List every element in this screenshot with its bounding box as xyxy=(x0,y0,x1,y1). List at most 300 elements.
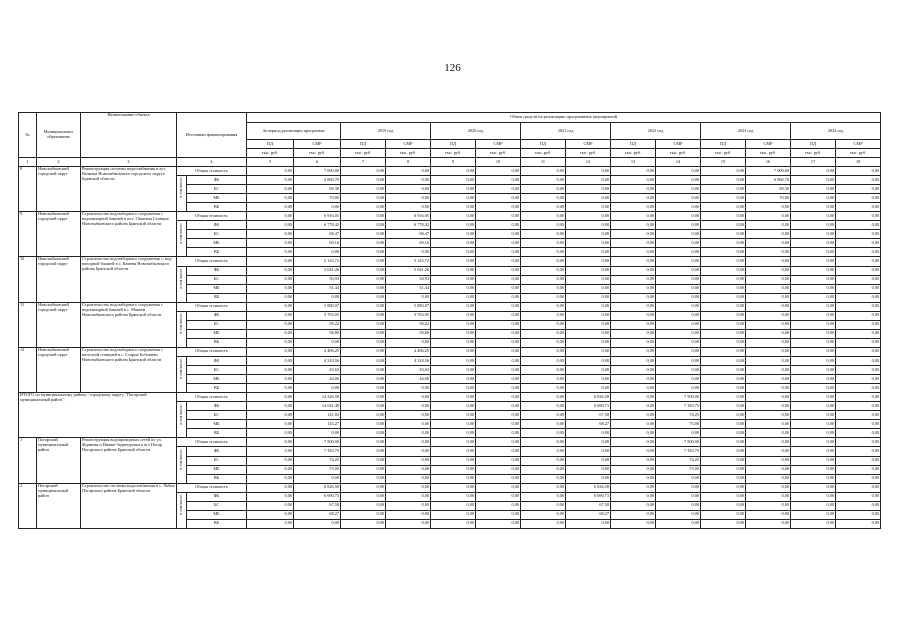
cell-value: 14 041,48 xyxy=(294,402,341,411)
cell-value: 0,00 xyxy=(431,447,476,456)
cell-value: 0,00 xyxy=(431,429,476,438)
cell-value: 0,00 xyxy=(431,203,476,212)
period-header: За период реализации программы xyxy=(247,123,341,140)
municipality-name: Новозыбковский городской округ xyxy=(37,167,81,212)
cell-value: 0,00 xyxy=(611,356,656,365)
cell-value: 0,00 xyxy=(836,402,881,411)
cell-value: 0,00 xyxy=(521,465,566,474)
cell-value: 0,00 xyxy=(431,284,476,293)
cell-value: 0,00 xyxy=(431,366,476,375)
cell-value: 0,00 xyxy=(341,510,386,519)
cell-value: 0,00 xyxy=(701,239,746,248)
cell-value: 0,00 xyxy=(386,483,431,492)
cell-value: 0,00 xyxy=(294,384,341,393)
cell-value: 0,00 xyxy=(611,384,656,393)
cell-value: 0,00 xyxy=(341,483,386,492)
cell-value: 0,00 xyxy=(521,302,566,311)
cell-value: 0,00 xyxy=(431,167,476,176)
table-row xyxy=(19,212,881,221)
cell-value: 0,00 xyxy=(701,230,746,239)
cell-value: 0,00 xyxy=(656,429,701,438)
cell-value: 0,00 xyxy=(791,320,836,329)
cell-value: 0,00 xyxy=(746,347,791,356)
cell-value: 0,00 xyxy=(701,221,746,230)
source-label: МБ xyxy=(187,329,247,338)
cell-value: 0,00 xyxy=(746,366,791,375)
cell-value: 0,00 xyxy=(701,194,746,203)
cell-value: 68,47 xyxy=(386,230,431,239)
cell-value: 0,00 xyxy=(746,393,791,402)
cell-value: 0,00 xyxy=(431,338,476,347)
object-name: Строительство системы водоснабжения в с. Лобки Погарского района Брянской области xyxy=(81,483,177,528)
cell-value: 0,00 xyxy=(656,230,701,239)
cell-value: 0,00 xyxy=(341,429,386,438)
cell-value: 0,00 xyxy=(476,176,521,185)
cell-value: 5 880,07 xyxy=(294,302,341,311)
cell-value: 7 350,75 xyxy=(294,447,341,456)
cell-value: 0,00 xyxy=(656,185,701,194)
cell-value: 0,00 xyxy=(791,185,836,194)
unit-header: тыс. руб. xyxy=(521,149,566,158)
period-header: 2024 год xyxy=(791,123,881,140)
in-that-text: в том числе: xyxy=(178,267,184,289)
cell-value: 0,00 xyxy=(746,311,791,320)
cell-value: 0,00 xyxy=(247,375,294,384)
cell-value: 0,00 xyxy=(791,393,836,402)
source-label: ФБ xyxy=(187,266,247,275)
col-object: Наименование объекта xyxy=(81,113,177,158)
cell-value: 0,00 xyxy=(431,275,476,284)
cell-value: 0,00 xyxy=(247,239,294,248)
cell-value: 0,00 xyxy=(566,194,611,203)
cell-value: 0,00 xyxy=(521,239,566,248)
table-row xyxy=(19,167,881,176)
cell-value: 0,00 xyxy=(656,492,701,501)
column-number: 2 xyxy=(37,158,81,167)
cell-value: 0,00 xyxy=(656,194,701,203)
cell-value: 0,00 xyxy=(431,293,476,302)
col-municipality: Муниципальное образование xyxy=(37,113,81,158)
cell-value: 0,00 xyxy=(521,293,566,302)
pd-header: ПД xyxy=(791,140,836,149)
source-label: МБ xyxy=(187,194,247,203)
smr-header: СМР xyxy=(836,140,881,149)
cell-value: 67,58 xyxy=(566,501,611,510)
cell-value: 0,00 xyxy=(341,176,386,185)
cell-value: 0,00 xyxy=(521,456,566,465)
cell-value: 69,16 xyxy=(386,239,431,248)
cell-value: 0,00 xyxy=(341,293,386,302)
cell-value: 0,00 xyxy=(701,257,746,266)
cell-value: 0,00 xyxy=(476,221,521,230)
cell-value: 0,00 xyxy=(341,338,386,347)
total-cost-label: Общая стоимость xyxy=(177,257,247,266)
cell-value: 0,00 xyxy=(476,239,521,248)
cell-value: 0,00 xyxy=(341,239,386,248)
cell-value: 58,80 xyxy=(294,329,341,338)
cell-value: 0,00 xyxy=(476,402,521,411)
cell-value: 0,00 xyxy=(701,420,746,429)
cell-value: 0,00 xyxy=(341,411,386,420)
cell-value: 0,00 xyxy=(341,384,386,393)
in-that-label xyxy=(177,447,187,483)
unit-header: тыс. руб. xyxy=(791,149,836,158)
cell-value: 50,93 xyxy=(294,275,341,284)
cell-value: 0,00 xyxy=(521,366,566,375)
cell-value: 0,00 xyxy=(247,456,294,465)
cell-value: 0,00 xyxy=(791,384,836,393)
cell-value: 0,00 xyxy=(431,384,476,393)
cell-value: 0,00 xyxy=(521,474,566,483)
cell-value: 0,00 xyxy=(701,266,746,275)
col-volume: Объем средств на реализацию программных мероприятий xyxy=(247,113,881,123)
source-label: БС xyxy=(187,275,247,284)
cell-value: 0,00 xyxy=(791,356,836,365)
cell-value: 0,00 xyxy=(476,411,521,420)
cell-value: 6 690,73 xyxy=(294,492,341,501)
cell-value: 0,00 xyxy=(611,284,656,293)
cell-value: 0,00 xyxy=(294,203,341,212)
cell-value: 0,00 xyxy=(656,474,701,483)
col-source: Источники финансирования xyxy=(177,113,247,158)
total-cost-label: Общая стоимость xyxy=(177,393,247,402)
cell-value: 0,00 xyxy=(656,375,701,384)
cell-value: 0,00 xyxy=(386,203,431,212)
cell-value: 0,00 xyxy=(431,510,476,519)
cell-value: 0,00 xyxy=(476,275,521,284)
cell-value: 0,00 xyxy=(431,356,476,365)
cell-value: 0,00 xyxy=(341,311,386,320)
cell-value: 0,00 xyxy=(611,411,656,420)
cell-value: 0,00 xyxy=(656,347,701,356)
cell-value: 0,00 xyxy=(521,194,566,203)
cell-value: 0,00 xyxy=(611,429,656,438)
cell-value: 75,00 xyxy=(656,420,701,429)
municipality-name: Новозыбковский городской округ xyxy=(37,257,81,302)
cell-value: 0,00 xyxy=(791,176,836,185)
cell-value: 0,00 xyxy=(791,284,836,293)
cell-value: 0,00 xyxy=(791,438,836,447)
cell-value: 6 826,58 xyxy=(566,483,611,492)
cell-value: 0,00 xyxy=(386,447,431,456)
cell-value: 6 860,70 xyxy=(294,176,341,185)
cell-value: 0,00 xyxy=(791,338,836,347)
in-that-text: в том числе: xyxy=(178,222,184,244)
municipality-name: Новозыбковский городской округ xyxy=(37,212,81,257)
cell-value: 6 860,70 xyxy=(746,176,791,185)
cell-value: 0,00 xyxy=(611,221,656,230)
cell-value: 0,00 xyxy=(791,257,836,266)
cell-value: 0,00 xyxy=(476,230,521,239)
cell-value: 0,00 xyxy=(611,474,656,483)
cell-value: 0,00 xyxy=(431,320,476,329)
cell-value: 0,00 xyxy=(611,438,656,447)
source-label: ВБ xyxy=(187,474,247,483)
cell-value: 0,00 xyxy=(611,329,656,338)
cell-value: 0,00 xyxy=(791,483,836,492)
cell-value: 0,00 xyxy=(341,393,386,402)
cell-value: 0,00 xyxy=(791,411,836,420)
cell-value: 0,00 xyxy=(386,338,431,347)
cell-value: 0,00 xyxy=(247,194,294,203)
cell-value: 0,00 xyxy=(611,501,656,510)
cell-value: 0,00 xyxy=(431,302,476,311)
cell-value: 0,00 xyxy=(386,185,431,194)
cell-value: 0,00 xyxy=(746,284,791,293)
table-row xyxy=(19,302,881,311)
cell-value: 0,00 xyxy=(431,402,476,411)
cell-value: 0,00 xyxy=(836,456,881,465)
cell-value: 43,63 xyxy=(294,366,341,375)
cell-value: 0,00 xyxy=(476,338,521,347)
object-name: Строительство водозаборного сооружения с насосной станцией в с. Старые Бобовичи Новозыбковского района Брянской области xyxy=(81,347,177,392)
cell-value: 0,00 xyxy=(247,176,294,185)
cell-value: 5 763,05 xyxy=(294,311,341,320)
cell-value: 0,00 xyxy=(566,257,611,266)
cell-value: 0,00 xyxy=(836,519,881,528)
cell-value: 7 500,00 xyxy=(656,438,701,447)
cell-value: 0,00 xyxy=(701,438,746,447)
column-number: 10 xyxy=(476,158,521,167)
source-label: МБ xyxy=(187,239,247,248)
cell-value: 0,00 xyxy=(521,429,566,438)
cell-value: 0,00 xyxy=(746,483,791,492)
cell-value: 58,22 xyxy=(386,320,431,329)
cell-value: 0,00 xyxy=(566,329,611,338)
cell-value: 0,00 xyxy=(611,194,656,203)
source-label: ФБ xyxy=(187,492,247,501)
cell-value: 0,00 xyxy=(656,275,701,284)
cell-value: 0,00 xyxy=(476,474,521,483)
cell-value: 0,00 xyxy=(521,221,566,230)
cell-value: 0,00 xyxy=(341,465,386,474)
cell-value: 0,00 xyxy=(431,347,476,356)
cell-value: 0,00 xyxy=(431,329,476,338)
column-number: 3 xyxy=(81,158,177,167)
cell-value: 0,00 xyxy=(476,320,521,329)
cell-value: 0,00 xyxy=(611,456,656,465)
cell-value: 0,00 xyxy=(836,501,881,510)
source-label: БС xyxy=(187,501,247,510)
unit-header: тыс. руб. xyxy=(341,149,386,158)
cell-value: 0,00 xyxy=(656,293,701,302)
cell-value: 0,00 xyxy=(247,393,294,402)
cell-value: 0,00 xyxy=(386,293,431,302)
cell-value: 0,00 xyxy=(476,203,521,212)
cell-value: 0,00 xyxy=(791,167,836,176)
cell-value: 0,00 xyxy=(791,239,836,248)
cell-value: 0,00 xyxy=(521,411,566,420)
period-header: 2019 год xyxy=(341,123,431,140)
cell-value: 0,00 xyxy=(836,257,881,266)
cell-value: 74,25 xyxy=(656,456,701,465)
cell-value: 0,00 xyxy=(521,329,566,338)
cell-value: 0,00 xyxy=(476,257,521,266)
source-label: БС xyxy=(187,366,247,375)
cell-value: 0,00 xyxy=(836,302,881,311)
cell-value: 0,00 xyxy=(611,239,656,248)
table-row xyxy=(19,393,881,402)
cell-value: 0,00 xyxy=(431,438,476,447)
cell-value: 4 406,25 xyxy=(386,347,431,356)
cell-value: 0,00 xyxy=(611,375,656,384)
cell-value: 0,00 xyxy=(701,203,746,212)
cell-value: 0,00 xyxy=(836,366,881,375)
cell-value: 0,00 xyxy=(386,176,431,185)
source-label: ФБ xyxy=(187,176,247,185)
row-number: 12 xyxy=(19,347,37,392)
cell-value: 0,00 xyxy=(836,447,881,456)
cell-value: 5 041,26 xyxy=(386,266,431,275)
cell-value: 0,00 xyxy=(791,429,836,438)
cell-value: 0,00 xyxy=(836,438,881,447)
cell-value: 0,00 xyxy=(476,429,521,438)
in-that-text: в том числе: xyxy=(178,358,184,380)
in-that-text: в том числе: xyxy=(178,493,184,515)
cell-value: 0,00 xyxy=(836,429,881,438)
cell-value: 0,00 xyxy=(247,384,294,393)
cell-value: 0,00 xyxy=(656,284,701,293)
cell-value: 0,00 xyxy=(247,203,294,212)
cell-value: 0,00 xyxy=(247,248,294,257)
cell-value: 0,00 xyxy=(701,302,746,311)
cell-value: 0,00 xyxy=(611,176,656,185)
cell-value: 0,00 xyxy=(341,492,386,501)
cell-value: 0,00 xyxy=(566,519,611,528)
cell-value: 0,00 xyxy=(656,519,701,528)
cell-value: 0,00 xyxy=(476,519,521,528)
pd-header: ПД xyxy=(611,140,656,149)
cell-value: 0,00 xyxy=(701,384,746,393)
cell-value: 0,00 xyxy=(386,492,431,501)
cell-value: 0,00 xyxy=(566,338,611,347)
cell-value: 5 763,05 xyxy=(386,311,431,320)
cell-value: 0,00 xyxy=(656,302,701,311)
column-number: 8 xyxy=(386,158,431,167)
cell-value: 0,00 xyxy=(656,483,701,492)
cell-value: 0,00 xyxy=(701,402,746,411)
cell-value: 0,00 xyxy=(294,293,341,302)
cell-value: 0,00 xyxy=(611,320,656,329)
cell-value: 0,00 xyxy=(791,465,836,474)
cell-value: 0,00 xyxy=(566,311,611,320)
pd-header: ПД xyxy=(341,140,386,149)
table-row xyxy=(19,347,881,356)
cell-value: 0,00 xyxy=(746,356,791,365)
cell-value: 0,00 xyxy=(247,284,294,293)
cell-value: 0,00 xyxy=(341,221,386,230)
in-that-text: в том числе: xyxy=(178,403,184,425)
cell-value: 0,00 xyxy=(521,375,566,384)
cell-value: 0,00 xyxy=(566,438,611,447)
cell-value: 0,00 xyxy=(611,420,656,429)
cell-value: 0,00 xyxy=(746,212,791,221)
source-label: ВБ xyxy=(187,384,247,393)
cell-value: 0,00 xyxy=(791,212,836,221)
cell-value: 0,00 xyxy=(701,275,746,284)
cell-value: 0,00 xyxy=(701,474,746,483)
cell-value: 0,00 xyxy=(521,501,566,510)
row-number: 11 xyxy=(19,302,37,347)
cell-value: 0,00 xyxy=(476,501,521,510)
cell-value: 0,00 xyxy=(247,420,294,429)
cell-value: 0,00 xyxy=(611,483,656,492)
cell-value: 0,00 xyxy=(476,194,521,203)
pd-header: ПД xyxy=(431,140,476,149)
cell-value: 0,00 xyxy=(836,338,881,347)
cell-value: 0,00 xyxy=(701,212,746,221)
cell-value: 0,00 xyxy=(476,212,521,221)
cell-value: 0,00 xyxy=(386,194,431,203)
cell-value: 0,00 xyxy=(476,483,521,492)
cell-value: 0,00 xyxy=(247,483,294,492)
object-name: Реконструкция системы водоснабжения в хут. Величка Новозыбковского городского округа Брянской области xyxy=(81,167,177,212)
cell-value: 43,63 xyxy=(386,366,431,375)
cell-value: 0,00 xyxy=(247,366,294,375)
source-label: БС xyxy=(187,456,247,465)
cell-value: 0,00 xyxy=(791,194,836,203)
cell-value: 7 000,00 xyxy=(294,167,341,176)
cell-value: 0,00 xyxy=(341,275,386,284)
cell-value: 0,00 xyxy=(656,329,701,338)
cell-value: 0,00 xyxy=(521,203,566,212)
cell-value: 0,00 xyxy=(386,465,431,474)
cell-value: 0,00 xyxy=(386,411,431,420)
cell-value: 0,00 xyxy=(656,257,701,266)
cell-value: 0,00 xyxy=(566,203,611,212)
municipality-name: Новозыбковский городской округ xyxy=(37,302,81,347)
cell-value: 0,00 xyxy=(746,329,791,338)
cell-value: 0,00 xyxy=(247,356,294,365)
cell-value: 0,00 xyxy=(611,347,656,356)
page-number: 126 xyxy=(444,62,461,74)
cell-value: 0,00 xyxy=(247,411,294,420)
cell-value: 0,00 xyxy=(476,438,521,447)
period-header: 2020 год xyxy=(431,123,521,140)
cell-value: 0,00 xyxy=(791,329,836,338)
cell-value: 0,00 xyxy=(566,176,611,185)
cell-value: 58,22 xyxy=(294,320,341,329)
cell-value: 44,06 xyxy=(386,375,431,384)
smr-header: СМР xyxy=(294,140,341,149)
cell-value: 0,00 xyxy=(746,248,791,257)
cell-value: 0,00 xyxy=(611,167,656,176)
cell-value: 0,00 xyxy=(746,402,791,411)
cell-value: 74,25 xyxy=(294,456,341,465)
source-label: ВБ xyxy=(187,293,247,302)
cell-value: 0,00 xyxy=(294,429,341,438)
cell-value: 0,00 xyxy=(386,167,431,176)
cell-value: 0,00 xyxy=(836,510,881,519)
cell-value: 143,27 xyxy=(294,420,341,429)
cell-value: 0,00 xyxy=(386,501,431,510)
source-label: ФБ xyxy=(187,221,247,230)
cell-value: 0,00 xyxy=(247,221,294,230)
cell-value: 0,00 xyxy=(611,311,656,320)
cell-value: 0,00 xyxy=(836,465,881,474)
in-that-label xyxy=(177,492,187,528)
cell-value: 0,00 xyxy=(341,212,386,221)
cell-value: 0,00 xyxy=(476,384,521,393)
cell-value: 0,00 xyxy=(566,474,611,483)
cell-value: 0,00 xyxy=(476,447,521,456)
cell-value: 0,00 xyxy=(701,176,746,185)
cell-value: 0,00 xyxy=(247,275,294,284)
cell-value: 0,00 xyxy=(656,248,701,257)
cell-value: 0,00 xyxy=(431,248,476,257)
cell-value: 0,00 xyxy=(701,510,746,519)
cell-value: 0,00 xyxy=(836,239,881,248)
